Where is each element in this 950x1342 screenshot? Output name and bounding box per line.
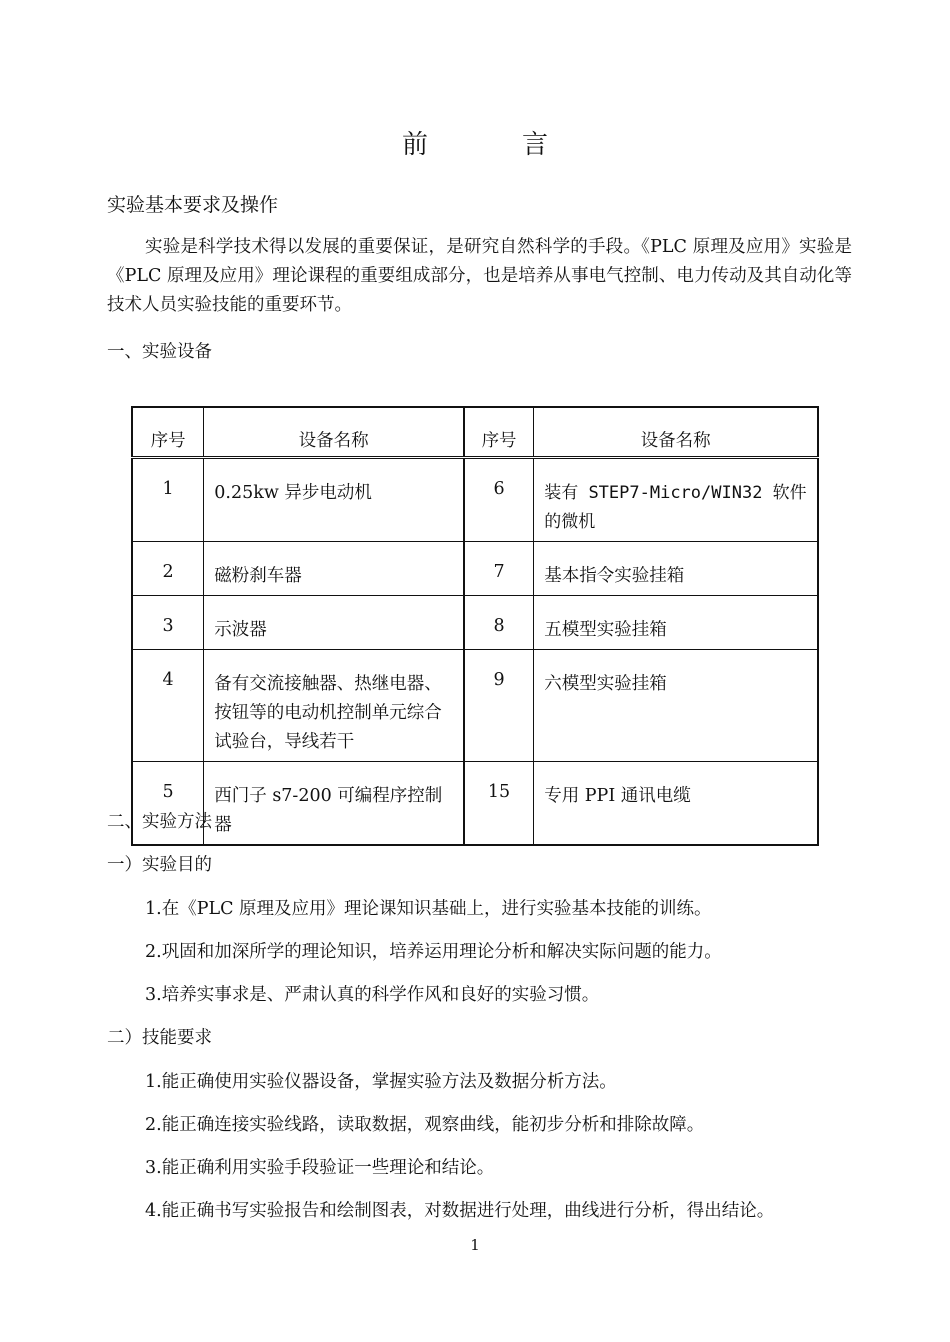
header-seq-1: 序号 — [132, 407, 204, 458]
skills-item: 1.能正确使用实验仪器设备，掌握实验方法及数据分析方法。 — [145, 1072, 617, 1092]
cell-equipment-name: 五模型实验挂箱 — [534, 596, 818, 650]
table-row — [132, 596, 818, 650]
cell-equipment-name: 0.25kw 异步电动机 — [204, 458, 464, 542]
page-title: 前 言 — [401, 130, 582, 160]
header-seq-2: 序号 — [464, 407, 534, 458]
purpose-heading: 一）实验目的 — [107, 855, 212, 875]
cell-equipment-name: 装有 STEP7-Micro/WIN32 软件的微机 — [534, 458, 818, 542]
cell-equipment-name: 专用 PPI 通讯电缆 — [534, 762, 818, 846]
cell-seq: 8 — [464, 596, 534, 650]
skills-heading: 二）技能要求 — [107, 1028, 212, 1048]
table-row — [132, 762, 818, 846]
intro-paragraph: 实验是科学技术得以发展的重要保证，是研究自然科学的手段。《PLC 原理及应用》实验是《PLC 原理及应用》理论课程的重要组成部分，也是培养从事电气控制、电力传动及其自动化等技术人员实验技能的重要环节。 — [107, 237, 852, 315]
cell-seq: 6 — [464, 458, 534, 542]
cell-seq: 15 — [464, 762, 534, 846]
table-row — [132, 542, 818, 596]
skills-item: 2.能正确连接实验线路，读取数据，观察曲线，能初步分析和排除故障。 — [145, 1115, 705, 1135]
cell-equipment-name: 磁粉刹车器 — [204, 542, 464, 596]
cell-equipment-name: 基本指令实验挂箱 — [534, 542, 818, 596]
page-number: 1 — [470, 1236, 480, 1254]
cell-seq: 7 — [464, 542, 534, 596]
equipment-heading: 一、实验设备 — [107, 342, 212, 362]
cell-equipment-name: 示波器 — [204, 596, 464, 650]
cell-equipment-name: 六模型实验挂箱 — [534, 650, 818, 762]
table-row — [132, 458, 818, 542]
table-row — [132, 650, 818, 762]
header-name-1: 设备名称 — [204, 407, 464, 458]
cell-seq: 4 — [132, 650, 204, 762]
purpose-item: 3.培养实事求是、严肃认真的科学作风和良好的实验习惯。 — [145, 985, 600, 1005]
equipment-table — [131, 406, 819, 846]
cell-seq: 3 — [132, 596, 204, 650]
method-heading: 二、实验方法 — [107, 812, 212, 832]
purpose-item: 1.在《PLC 原理及应用》理论课知识基础上，进行实验基本技能的训练。 — [145, 899, 712, 919]
cell-seq: 1 — [132, 458, 204, 542]
cell-seq: 2 — [132, 542, 204, 596]
cell-equipment-name: 西门子 s7-200 可编程序控制器 — [204, 762, 464, 846]
skills-item: 4.能正确书写实验报告和绘制图表，对数据进行处理，曲线进行分析，得出结论。 — [145, 1201, 775, 1221]
cell-seq: 5 — [132, 762, 204, 846]
table-header-row — [132, 407, 818, 458]
cell-seq: 9 — [464, 650, 534, 762]
section-heading: 实验基本要求及操作 — [107, 194, 279, 216]
purpose-item: 2.巩固和加深所学的理论知识，培养运用理论分析和解决实际问题的能力。 — [145, 942, 722, 962]
skills-item: 3.能正确利用实验手段验证一些理论和结论。 — [145, 1158, 495, 1178]
cell-equipment-name: 备有交流接触器、热继电器、按钮等的电动机控制单元综合试验台，导线若干 — [204, 650, 464, 762]
header-name-2: 设备名称 — [534, 407, 818, 458]
